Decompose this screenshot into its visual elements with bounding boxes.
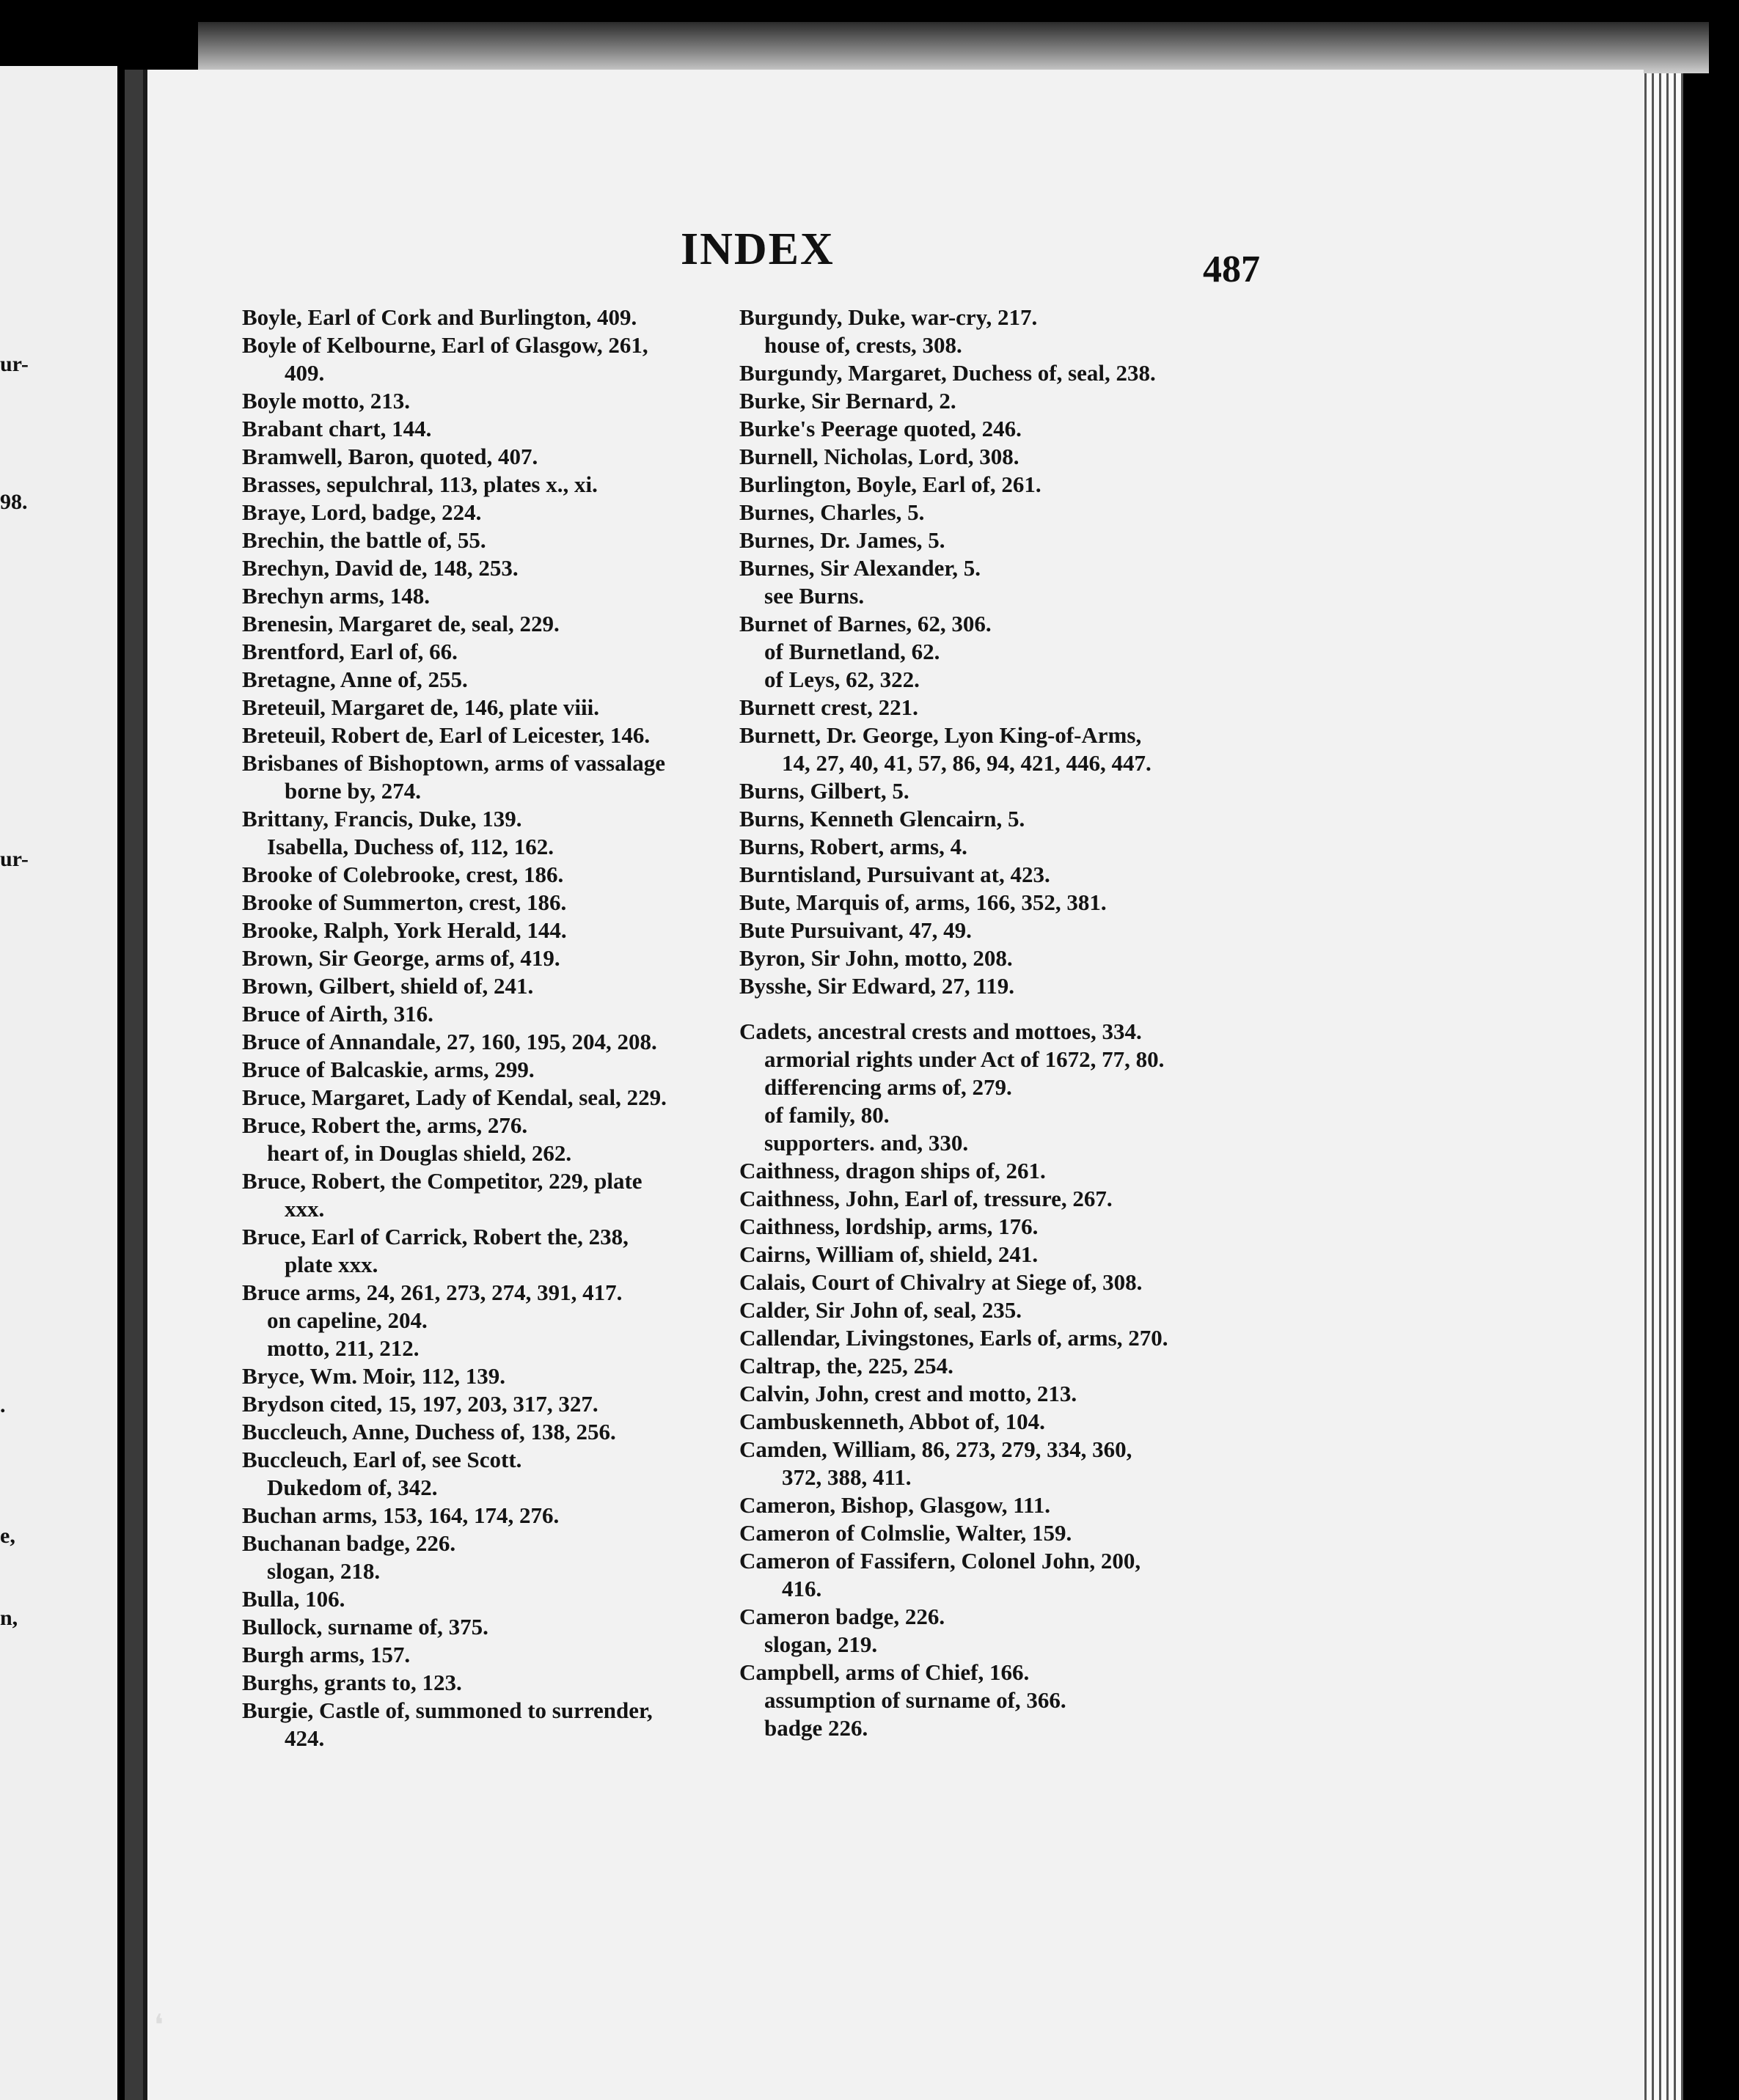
index-entry: Brydson cited, 15, 197, 203, 317, 327. <box>242 1391 598 1417</box>
index-entry: Brabant chart, 144. <box>242 416 432 441</box>
index-entry: Burgie, Castle of, summoned to surrender, <box>242 1697 653 1723</box>
index-entry: house of, crests, 308. <box>764 332 962 358</box>
index-entry: supporters. and, 330. <box>764 1130 969 1156</box>
index-column-right <box>739 304 1341 1742</box>
index-entry: Isabella, Duchess of, 112, 162. <box>267 834 554 859</box>
index-entry: Bullock, surname of, 375. <box>242 1614 488 1640</box>
index-entry: assumption of surname of, 366. <box>764 1687 1066 1713</box>
index-entry: Brisbanes of Bishoptown, arms of vassalage <box>242 750 665 776</box>
index-entry: heart of, in Douglas shield, 262. <box>267 1140 572 1166</box>
index-entry: Burntisland, Pursuivant at, 423. <box>739 862 1050 887</box>
index-entry: Bulla, 106. <box>242 1586 345 1612</box>
index-entry: Calais, Court of Chivalry at Siege of, 308. <box>739 1269 1143 1295</box>
facing-page-edge <box>0 66 117 2100</box>
index-entry: Cameron, Bishop, Glasgow, 111. <box>739 1492 1051 1518</box>
index-entry: Cairns, William of, shield, 241. <box>739 1241 1039 1267</box>
index-entry: Braye, Lord, badge, 224. <box>242 499 482 525</box>
index-entry: Cadets, ancestral crests and mottoes, 334. <box>739 1018 1142 1044</box>
index-entry: Bysshe, Sir Edward, 27, 119. <box>739 973 1014 999</box>
index-entry: Burke's Peerage quoted, 246. <box>739 416 1022 441</box>
index-entry: Campbell, arms of Chief, 166. <box>739 1659 1030 1685</box>
index-entry: Boyle of Kelbourne, Earl of Glasgow, 261, <box>242 332 648 358</box>
index-entry: 372, 388, 411. <box>782 1464 912 1490</box>
facing-page-fragment: ur- <box>0 847 29 871</box>
index-entry: Bryce, Wm. Moir, 112, 139. <box>242 1363 506 1389</box>
index-entry: Burnes, Sir Alexander, 5. <box>739 555 981 581</box>
index-entry: xxx. <box>285 1196 325 1222</box>
index-entry: Bruce, Robert, the Competitor, 229, plate <box>242 1168 642 1194</box>
index-entry: see Burns. <box>764 583 865 609</box>
index-entry: Brasses, sepulchral, 113, plates x., xi. <box>242 471 598 497</box>
index-entry: borne by, 274. <box>285 778 422 804</box>
index-entry: Burnett crest, 221. <box>739 694 918 720</box>
facing-page-fragment: e, <box>0 1524 15 1548</box>
index-entry: slogan, 219. <box>764 1631 878 1657</box>
index-entry: Boyle, Earl of Cork and Burlington, 409. <box>242 304 637 330</box>
index-entry: Cameron of Colmslie, Walter, 159. <box>739 1520 1072 1546</box>
facing-page-fragment: 98. <box>0 490 28 514</box>
index-entry: on capeline, 204. <box>267 1307 428 1333</box>
index-entry: Buccleuch, Anne, Duchess of, 138, 256. <box>242 1419 616 1444</box>
index-entry: Calder, Sir John of, seal, 235. <box>739 1297 1022 1323</box>
index-entry: Brown, Gilbert, shield of, 241. <box>242 973 534 999</box>
index-entry: Burnes, Charles, 5. <box>739 499 925 525</box>
index-entry: Brechyn arms, 148. <box>242 583 431 609</box>
index-entry: Burghs, grants to, 123. <box>242 1670 462 1695</box>
index-entry: Bramwell, Baron, quoted, 407. <box>242 444 538 469</box>
index-entry: 424. <box>285 1725 325 1751</box>
index-entry: Burnell, Nicholas, Lord, 308. <box>739 444 1019 469</box>
index-entry: plate xxx. <box>285 1252 378 1277</box>
index-entry: Bute, Marquis of, arms, 166, 352, 381. <box>739 889 1107 915</box>
facing-page-fragment: n, <box>0 1606 18 1630</box>
index-entry: Caithness, dragon ships of, 261. <box>739 1158 1046 1183</box>
index-entry: Bruce, Margaret, Lady of Kendal, seal, 229. <box>242 1084 667 1110</box>
corner-smudge: ❛ <box>154 2008 164 2041</box>
index-entry: Dukedom of, 342. <box>267 1475 438 1500</box>
index-entry: motto, 211, 212. <box>267 1335 420 1361</box>
index-entry: Brooke, Ralph, York Herald, 144. <box>242 917 567 943</box>
index-entry: differencing arms of, 279. <box>764 1074 1012 1100</box>
facing-page-fragment: ur- <box>0 352 29 376</box>
index-entry: Byron, Sir John, motto, 208. <box>739 945 1013 971</box>
index-entry: Boyle motto, 213. <box>242 388 411 414</box>
index-entry: Burlington, Boyle, Earl of, 261. <box>739 471 1041 497</box>
index-entry: Burnett, Dr. George, Lyon King-of-Arms, <box>739 722 1142 748</box>
index-entry: Burnet of Barnes, 62, 306. <box>739 611 992 636</box>
index-entry: Burgh arms, 157. <box>242 1642 411 1667</box>
index-entry: Cameron badge, 226. <box>739 1604 945 1629</box>
index-entry: Burnes, Dr. James, 5. <box>739 527 945 553</box>
index-entry: Calvin, John, crest and motto, 213. <box>739 1381 1077 1406</box>
index-entry: Burgundy, Duke, war-cry, 217. <box>739 304 1038 330</box>
book-top-edge <box>198 22 1709 73</box>
index-entry: Bruce of Annandale, 27, 160, 195, 204, 208. <box>242 1029 657 1054</box>
index-entry: Brittany, Francis, Duke, 139. <box>242 806 522 831</box>
index-entry: slogan, 218. <box>267 1558 381 1584</box>
index-entry: Brechyn, David de, 148, 253. <box>242 555 519 581</box>
book-spine <box>125 70 144 2100</box>
index-entry: of Leys, 62, 322. <box>764 667 920 692</box>
index-entry: Bruce, Robert the, arms, 276. <box>242 1112 528 1138</box>
index-entry: Caltrap, the, 225, 254. <box>739 1353 953 1378</box>
index-entry: of Burnetland, 62. <box>764 639 940 664</box>
index-entry: Brooke of Colebrooke, crest, 186. <box>242 862 564 887</box>
index-entry: Caithness, lordship, arms, 176. <box>739 1214 1039 1239</box>
index-entry: 416. <box>782 1576 822 1601</box>
index-entry: Buchan arms, 153, 164, 174, 276. <box>242 1502 560 1528</box>
index-entry: Brown, Sir George, arms of, 419. <box>242 945 560 971</box>
index-entry: Buchanan badge, 226. <box>242 1530 456 1556</box>
index-entry: Cambuskenneth, Abbot of, 104. <box>739 1409 1045 1434</box>
index-entry: Burgundy, Margaret, Duchess of, seal, 238. <box>739 360 1156 386</box>
index-entry: armorial rights under Act of 1672, 77, 80. <box>764 1046 1165 1072</box>
index-entry: Bruce of Airth, 316. <box>242 1001 433 1027</box>
index-entry: Burns, Gilbert, 5. <box>739 778 909 804</box>
index-entry: 409. <box>285 360 325 386</box>
index-entry: Bute Pursuivant, 47, 49. <box>739 917 972 943</box>
index-entry: Brentford, Earl of, 66. <box>242 639 458 664</box>
index-entry: Burns, Kenneth Glencairn, 5. <box>739 806 1025 831</box>
index-entry: Bruce of Balcaskie, arms, 299. <box>242 1057 535 1082</box>
index-entry: Bruce, Earl of Carrick, Robert the, 238, <box>242 1224 629 1249</box>
facing-page-fragment: . <box>0 1393 6 1417</box>
index-entry: 14, 27, 40, 41, 57, 86, 94, 421, 446, 447. <box>782 750 1152 776</box>
index-entry: Bruce arms, 24, 261, 273, 274, 391, 417. <box>242 1280 623 1305</box>
index-entry: of family, 80. <box>764 1102 890 1128</box>
index-entry: Burns, Robert, arms, 4. <box>739 834 967 859</box>
index-entry: Breteuil, Margaret de, 146, plate viii. <box>242 694 600 720</box>
index-entry: Breteuil, Robert de, Earl of Leicester, 146. <box>242 722 651 748</box>
index-entry: Camden, William, 86, 273, 279, 334, 360, <box>739 1436 1132 1462</box>
index-entry: Brenesin, Margaret de, seal, 229. <box>242 611 560 636</box>
index-entry: Caithness, John, Earl of, tressure, 267. <box>739 1186 1113 1211</box>
index-entry: badge 226. <box>764 1715 868 1741</box>
index-entry: Brooke of Summerton, crest, 186. <box>242 889 567 915</box>
index-entry: Burke, Sir Bernard, 2. <box>739 388 956 414</box>
index-entry: Brechin, the battle of, 55. <box>242 527 486 553</box>
index-entry: Bretagne, Anne of, 255. <box>242 667 468 692</box>
index-entry: Callendar, Livingstones, Earls of, arms, 270. <box>739 1325 1168 1351</box>
index-entry: Cameron of Fassifern, Colonel John, 200, <box>739 1548 1141 1574</box>
page-number: 487 <box>1203 249 1260 290</box>
page-title: INDEX <box>681 224 835 274</box>
index-entry: Buccleuch, Earl of, see Scott. <box>242 1447 522 1472</box>
